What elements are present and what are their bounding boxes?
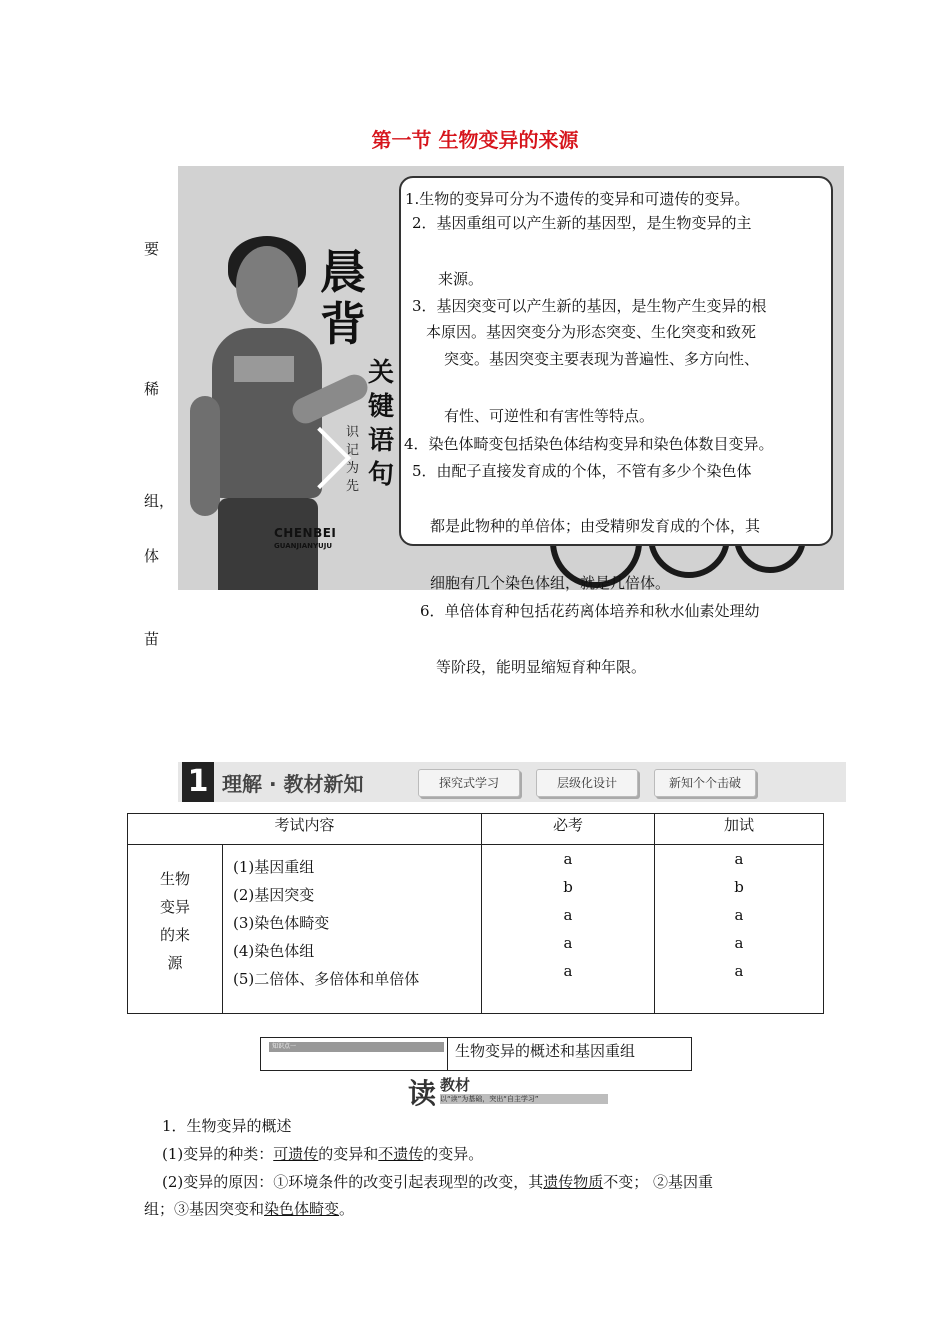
knowledge-point-tag: 知识点一 (269, 1042, 444, 1052)
side-char: 要 (144, 240, 160, 258)
read-label: 教材 (440, 1076, 471, 1094)
key-point-line: 1.生物的变异可分为不遗传的变异和可遗传的变异。 (405, 190, 750, 208)
page-title: 第一节 生物变异的来源 (371, 128, 579, 152)
body-line-variation-types: (1)变异的种类：可遗传的变异和不遗传的变异。 (162, 1145, 484, 1163)
body-line-variation-causes: (2)变异的原因：①环境条件的改变引起表现型的改变，其遗传物质不变； ②基因重 (162, 1173, 714, 1191)
key-point-line: 突变。基因突变主要表现为普遍性、多方向性、 (444, 350, 760, 368)
tab-new-knowledge[interactable]: 新知个个击破 (654, 769, 756, 797)
table-header: 必考 (482, 814, 655, 845)
table-header: 考试内容 (128, 814, 482, 845)
key-point-line: 都是此物种的单倍体；由受精卵发育成的个体，其 (430, 517, 761, 535)
body-line-variation-causes-cont: 组；③基因突变和染色体畸变。 (144, 1200, 355, 1218)
table-header: 加试 (655, 814, 824, 845)
table-category: 生物 变异 的来 源 (128, 845, 223, 1014)
banner-english-sub: GUANJIANYUJU (274, 542, 333, 550)
banner-shiji: 识 记 为 先 (346, 425, 360, 494)
knowledge-point-title: 生物变异的概述和基因重组 (455, 1042, 636, 1060)
banner-chenbei: 晨 背 (320, 245, 366, 351)
banner-guanjian: 关 键 语 句 (368, 358, 395, 490)
key-point-line: 有性、可逆性和有害性等特点。 (444, 407, 655, 425)
side-char: 组， (144, 492, 175, 510)
section-title: 理解 · 教材新知 (222, 772, 364, 796)
key-point-line: 细胞有几个染色体组，就是几倍体。 (430, 574, 671, 592)
side-char: 苗 (144, 630, 160, 648)
section-number: 1 (182, 762, 214, 802)
exam-content-table (127, 813, 824, 1014)
key-point-line: 6．单倍体育种包括花药离体培养和秋水仙素处理幼 (420, 602, 760, 620)
key-point-line: 2．基因重组可以产生新的基因型，是生物变异的主 (412, 214, 752, 232)
key-point-line: 4．染色体畸变包括染色体结构变异和染色体数目变异。 (404, 435, 774, 453)
tab-level-design[interactable]: 层级化设计 (536, 769, 638, 797)
side-char: 体 (144, 547, 160, 565)
table-items: (1)基因重组 (2)基因突变 (3)染色体畸变 (4)染色体组 (5)二倍体、多倍体和单倍体 (223, 845, 482, 1014)
body-heading: 1．生物变异的概述 (162, 1117, 292, 1135)
key-point-line: 5．由配子直接发育成的个体，不管有多少个染色体 (412, 462, 752, 480)
read-subtitle: 以“读”为基础，突出“自主学习” (440, 1094, 608, 1104)
key-point-line: 3．基因突变可以产生新的基因，是生物产生变异的根 (412, 297, 767, 315)
table-required-levels: a b a a a (482, 845, 655, 1014)
knowledge-point-box (260, 1037, 692, 1071)
key-point-line: 来源。 (438, 270, 484, 288)
read-icon: 读 (408, 1077, 437, 1110)
tab-explore-learning[interactable]: 探究式学习 (418, 769, 520, 797)
banner-english: CHENBEI (274, 526, 337, 540)
key-point-line: 等阶段，能明显缩短育种年限。 (436, 658, 647, 676)
table-advanced-levels: a b a a a (655, 845, 824, 1014)
section-header (178, 762, 846, 802)
key-point-line: 本原因。基因突变分为形态突变、生化突变和致死 (426, 323, 757, 341)
side-char: 稀 (144, 380, 160, 398)
